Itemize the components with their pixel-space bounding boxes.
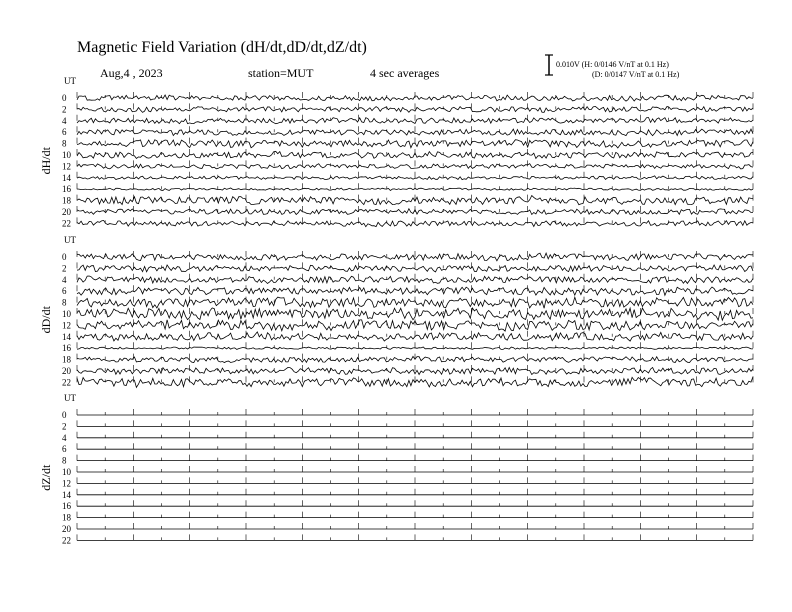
row-label: 10: [62, 309, 71, 319]
row-label: 18: [62, 512, 71, 523]
row-label: 14: [62, 489, 71, 500]
panel-ylabel: dZ/dt: [39, 464, 53, 491]
row-label: 12: [62, 320, 71, 331]
row-label: 6: [62, 444, 67, 455]
station-label: station=MUT: [248, 66, 314, 80]
hour-ticks: [77, 534, 753, 540]
row-label: 16: [62, 343, 71, 354]
trace-line: [77, 95, 753, 101]
row-label: 12: [62, 478, 71, 489]
row-label: 0: [62, 410, 67, 420]
row-label: 18: [62, 354, 71, 365]
row-label: 10: [62, 150, 71, 160]
row-label: 20: [62, 366, 71, 376]
hour-ticks: [77, 443, 753, 449]
row-label: 22: [62, 377, 71, 388]
row-label: 20: [62, 524, 71, 534]
averaging-label: 4 sec averages: [370, 66, 440, 80]
row-label: 14: [62, 331, 71, 342]
hour-ticks: [77, 512, 753, 518]
row-label: 2: [62, 104, 67, 115]
ut-label: UT: [64, 76, 76, 86]
row-label: 2: [62, 263, 67, 274]
hour-ticks: [77, 477, 753, 483]
hour-ticks: [77, 251, 753, 257]
row-label: 20: [62, 207, 71, 217]
hour-ticks: [77, 149, 753, 155]
row-label: 14: [62, 172, 71, 183]
row-label: 0: [62, 252, 67, 262]
hour-ticks: [77, 409, 753, 415]
row-label: 2: [62, 421, 67, 432]
panel-dH-dt: [39, 76, 753, 228]
row-label: 22: [62, 218, 71, 229]
hour-ticks: [77, 523, 753, 529]
panel-dZ-dt: [39, 393, 753, 545]
scale-d-note: (D: 0/0147 V/nT at 0.1 Hz): [592, 70, 680, 79]
row-label: 22: [62, 535, 71, 546]
row-label: 4: [62, 115, 67, 126]
hour-ticks: [77, 489, 753, 495]
panel-dD-dt: [39, 235, 753, 387]
row-label: 4: [62, 274, 67, 285]
panel-ylabel: dH/dt: [39, 147, 53, 175]
hour-ticks: [77, 500, 753, 506]
row-label: 8: [62, 297, 67, 308]
chart-title: Magnetic Field Variation (dH/dt,dD/dt,dZ/dt): [77, 39, 367, 56]
hour-ticks: [77, 274, 753, 280]
hour-ticks: [77, 342, 753, 348]
scale-value: 0.010V: [556, 60, 580, 69]
scale-h-note: (H: 0/0146 V/nT at 0.1 Hz): [581, 60, 669, 69]
hour-ticks: [77, 126, 753, 132]
hour-ticks: [77, 285, 753, 291]
hour-ticks: [77, 160, 753, 166]
hour-ticks: [77, 217, 753, 223]
row-label: 10: [62, 467, 71, 477]
trace-line: [77, 188, 753, 191]
hour-ticks: [77, 455, 753, 461]
hour-ticks: [77, 466, 753, 472]
row-label: 0: [62, 93, 67, 103]
row-label: 4: [62, 432, 67, 443]
ut-label: UT: [64, 393, 76, 403]
ut-label: UT: [64, 235, 76, 245]
row-label: 16: [62, 501, 71, 512]
row-label: 16: [62, 184, 71, 195]
row-label: 18: [62, 195, 71, 206]
trace-line: [77, 320, 753, 331]
row-label: 6: [62, 127, 67, 138]
scale-bar-icon: [545, 55, 553, 75]
row-label: 12: [62, 161, 71, 172]
row-label: 8: [62, 138, 67, 149]
panel-ylabel: dD/dt: [39, 306, 53, 334]
date-label: Aug,4 , 2023: [100, 66, 163, 80]
row-label: 8: [62, 455, 67, 466]
hour-ticks: [77, 420, 753, 426]
row-label: 6: [62, 286, 67, 297]
hour-ticks: [77, 432, 753, 438]
